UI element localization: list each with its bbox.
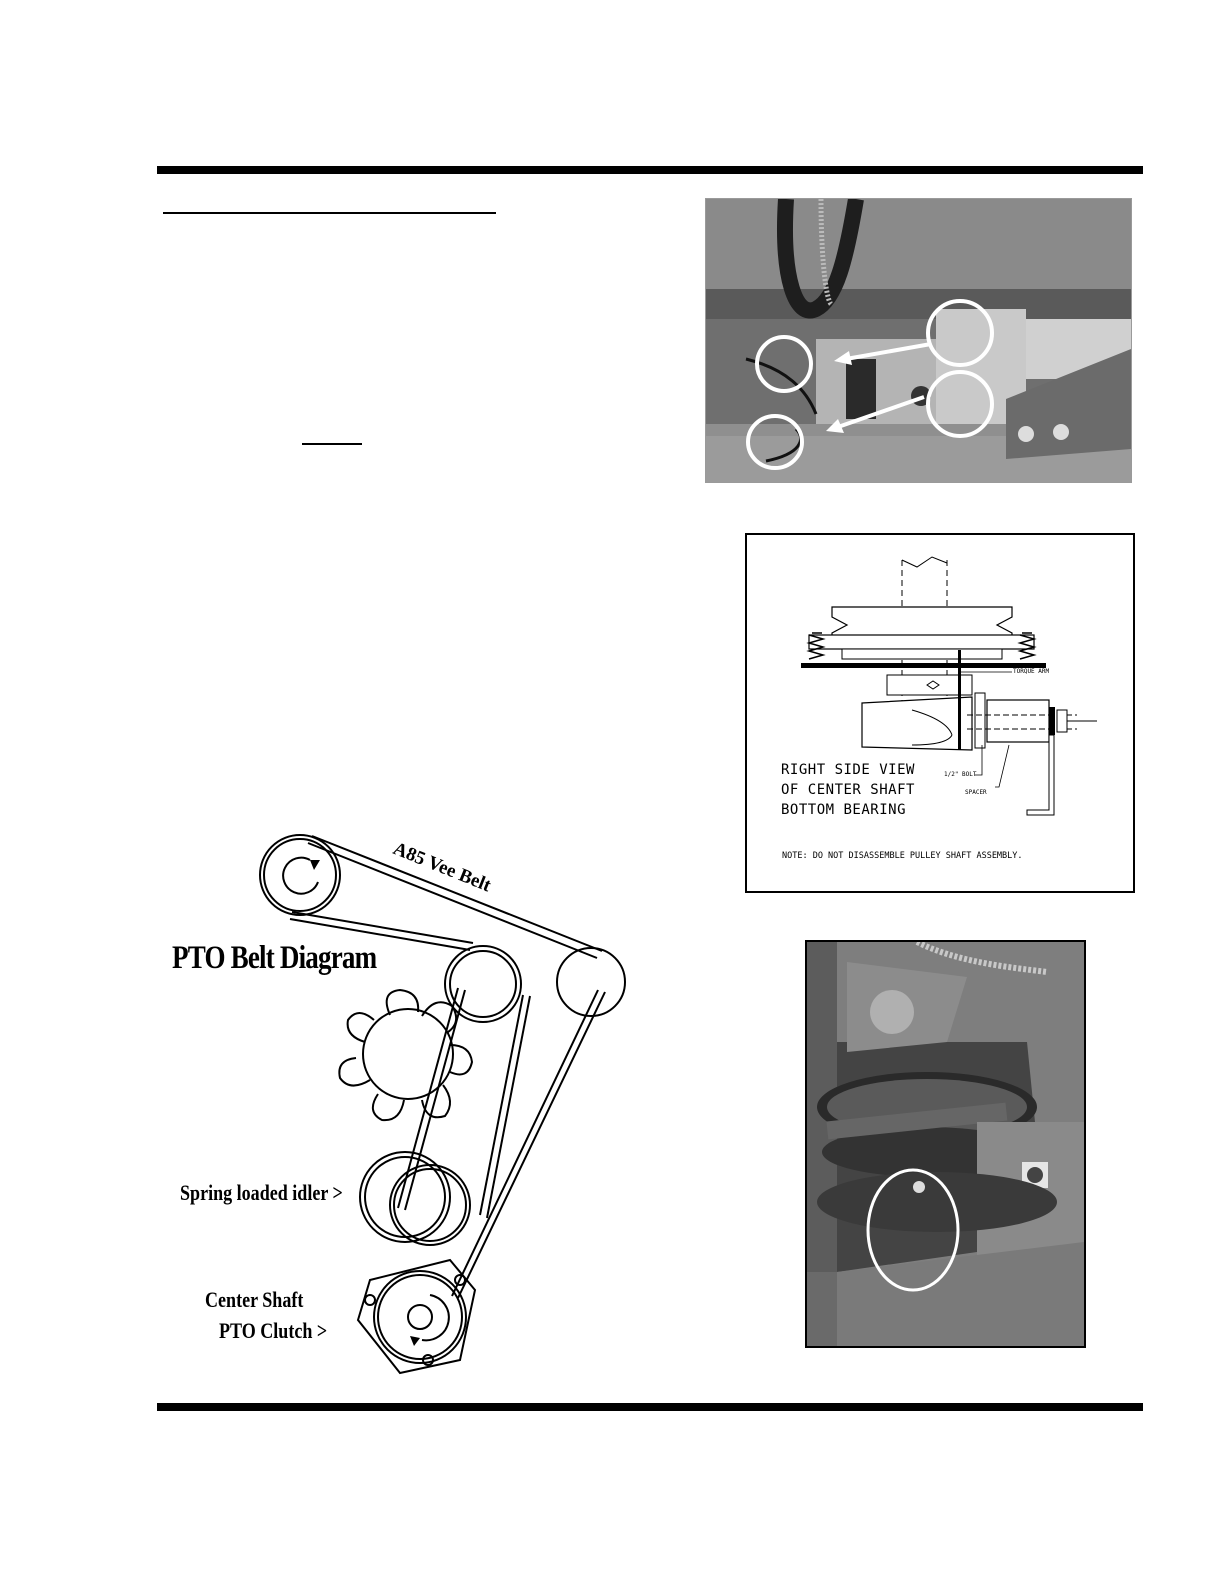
torque-arm-label: TORQUE ARM xyxy=(1013,668,1050,675)
bottom-rule xyxy=(157,1403,1143,1411)
short-underline xyxy=(302,443,362,445)
top-rule xyxy=(157,166,1143,174)
clutch-photo-bottom xyxy=(805,940,1086,1348)
pto-diagram-title: PTO Belt Diagram xyxy=(172,940,377,976)
drawing-note: NOTE: DO NOT DISASSEMBLE PULLEY SHAFT ASSEMBLY. xyxy=(782,851,1023,861)
drawing-caption-line3: BOTTOM BEARING xyxy=(781,802,907,818)
belt-name-label: A85 Vee Belt xyxy=(390,838,494,897)
drawing-caption-line2: OF CENTER SHAFT xyxy=(781,782,915,798)
clutch-label-line2: PTO Clutch > xyxy=(219,1318,328,1343)
drawing-caption-line1: RIGHT SIDE VIEW xyxy=(781,762,915,778)
center-shaft-drawing xyxy=(745,533,1135,893)
spacer-label: SPACER xyxy=(965,789,987,796)
clutch-label-line1: Center Shaft xyxy=(205,1287,304,1312)
bolt-label: 1/2" BOLT xyxy=(944,771,977,778)
engine-photo-top xyxy=(705,198,1132,483)
idler-label: Spring loaded idler > xyxy=(180,1180,343,1205)
heading-underline xyxy=(163,212,496,214)
